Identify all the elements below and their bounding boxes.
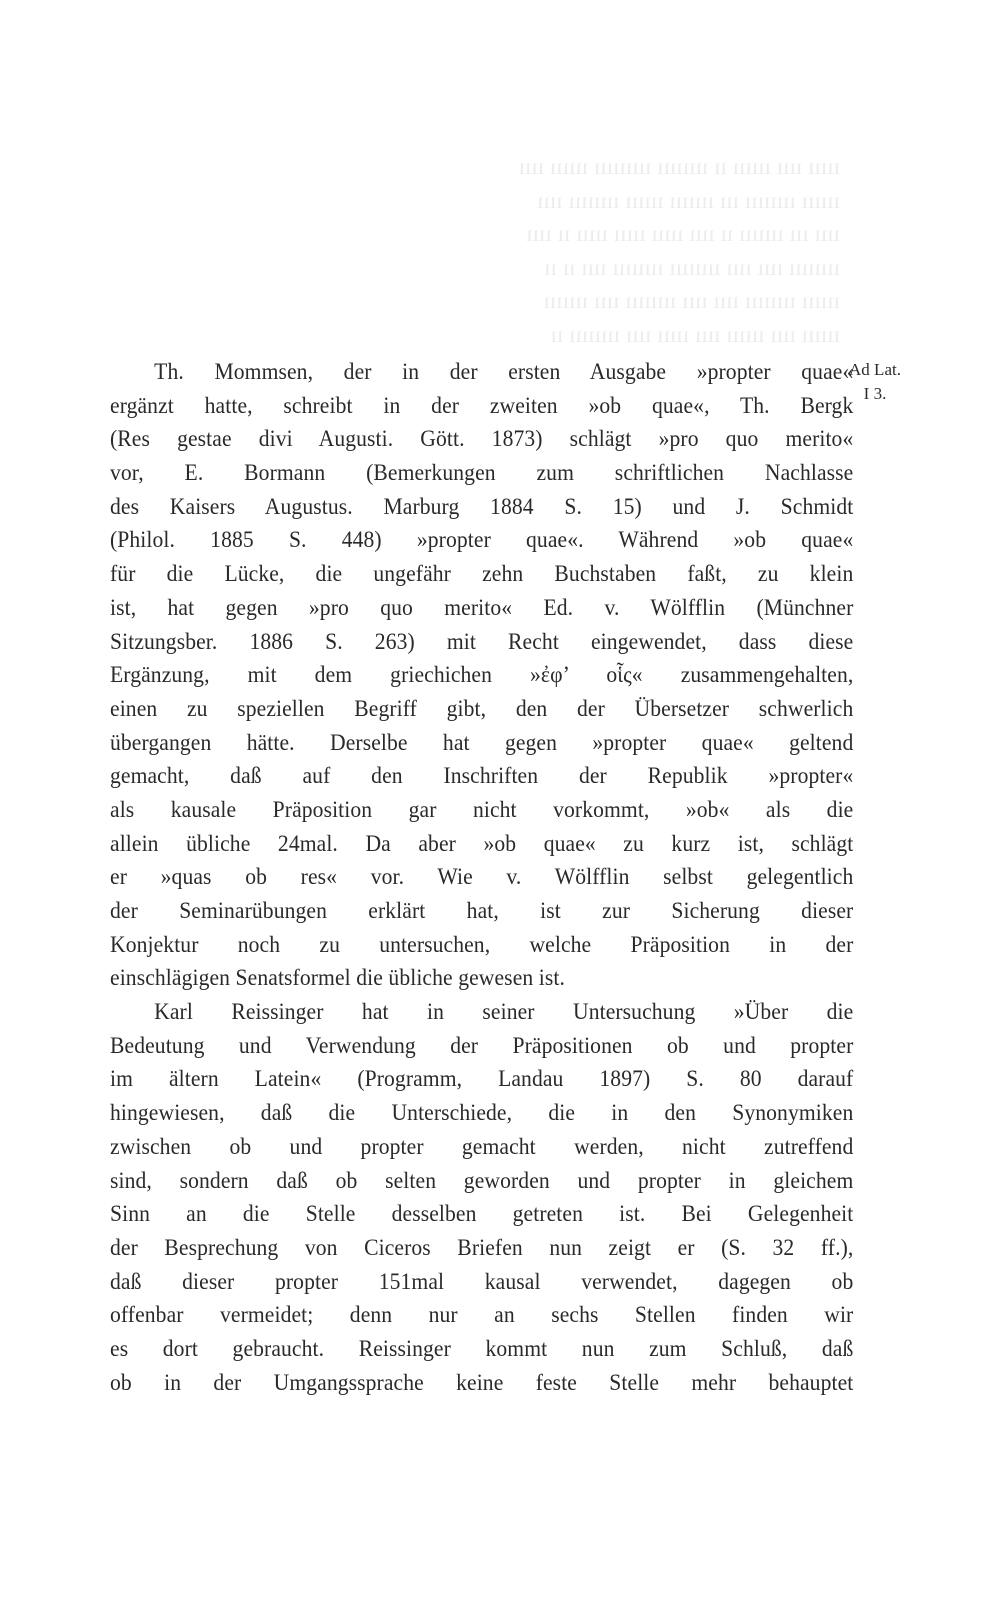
text-line: ergänzt hatte, schreibt in der zweiten »ob quae«, Th. Bergk <box>110 392 854 419</box>
text-line: vor, E. Bormann (Bemerkungen zum schriftlichen Nachlasse <box>110 460 854 487</box>
text-line: ist, hat gegen »pro quo merito« Ed. v. Wölfflin (Münchner <box>110 594 854 621</box>
text-line: der Seminarübungen erklärt hat, ist zur Sicherung dieser <box>110 898 854 924</box>
text-line: einen zu speziellen Begriff gibt, den der Übersetzer schwerlich <box>110 695 854 722</box>
text-line: der Besprechung von Ciceros Briefen nun zeigt er (S. 32 ff.), <box>110 1234 854 1261</box>
text-line: Sinn an die Stelle desselben getreten ist. Bei Gelegenheit <box>110 1201 854 1228</box>
text-line: Konjektur noch zu untersuchen, welche Präposition in der <box>110 931 854 958</box>
text-line: (Res gestae divi Augusti. Gött. 1873) schlägt »pro quo merito« <box>110 426 854 453</box>
text-line: gemacht, daß auf den Inschriften der Republik »propter« <box>110 763 854 790</box>
paragraph-1 <box>110 356 853 996</box>
text-line: für die Lücke, die ungefähr zehn Buchstaben faßt, zu klein <box>110 561 854 588</box>
text-line: sind, sondern daß ob selten geworden und propter in gleichem <box>110 1167 854 1194</box>
reverse-side-bleed-through: ııııı ıııı ıııııı ıı ıııııııı ııııııııı ıııııı ıııı ıııııı ıııııııı ııı ııııııı ıııııı ıııııııı ıııı ıııı ııı ııııııı ıı ıııı ııııı ııııı ııııı ıı ıııı ıııııııı ıııı ıııı ıııııııı ıııııııı ıııı ıı ıı ıııııı ıııııııı ıııı ıııı ıııııııı ıııı ııııııı ıııııı ıııı ıııııı ıııı ııııı ıııı ıııııııı ıı <box>518 154 840 347</box>
text-line: Karl Reissinger hat in seiner Untersuchung »Über die <box>154 999 854 1026</box>
paragraph-2 <box>110 996 853 1400</box>
text-line: im ältern Latein« (Programm, Landau 1897) S. 80 darauf <box>110 1066 854 1093</box>
text-line: zwischen ob und propter gemacht werden, nicht zutreffend <box>110 1133 854 1160</box>
text-line: allein übliche 24mal. Da aber »ob quae« zu kurz ist, schlägt <box>110 830 854 857</box>
text-line: er »quas ob res« vor. Wie v. Wölfflin selbst gelegentlich <box>110 864 854 891</box>
text-line: übergangen hätte. Derselbe hat gegen »propter quae« geltend <box>110 729 854 756</box>
margin-note-reference: Ad Lat. <box>849 360 901 379</box>
text-line: des Kaisers Augustus. Marburg 1884 S. 15) und J. Schmidt <box>110 493 854 520</box>
text-line: ob in der Umgangssprache keine feste Stelle mehr behauptet <box>110 1369 854 1396</box>
page-body <box>110 356 853 1400</box>
text-line: daß dieser propter 151mal kausal verwendet, dagegen ob <box>110 1268 854 1295</box>
text-line: (Philol. 1885 S. 448) »propter quae«. Während »ob quae« <box>110 527 854 554</box>
text-line: offenbar vermeidet; denn nur an sechs Stellen finden wir <box>110 1302 854 1329</box>
text-line: als kausale Präposition gar nicht vorkommt, »ob« als die <box>110 796 854 823</box>
text-line: Bedeutung und Verwendung der Präpositionen ob und propter <box>110 1032 854 1059</box>
text-line: einschlägigen Senatsformel die übliche gewesen ist. <box>110 965 565 992</box>
text-line: hingewiesen, daß die Unterschiede, die in den Synonymiken <box>110 1100 854 1127</box>
text-line: es dort gebraucht. Reissinger kommt nun zum Schluß, daß <box>110 1335 854 1362</box>
text-line: Th. Mommsen, der in der ersten Ausgabe »propter quae« <box>154 359 854 385</box>
margin-note-section: I 3. <box>863 384 887 403</box>
text-line: Ergänzung, mit dem griechichen »ἐφ’ οἷς« zusammengehalten, <box>110 662 854 689</box>
margin-note <box>835 358 915 406</box>
text-line: Sitzungsber. 1886 S. 263) mit Recht eingewendet, dass diese <box>110 628 854 655</box>
